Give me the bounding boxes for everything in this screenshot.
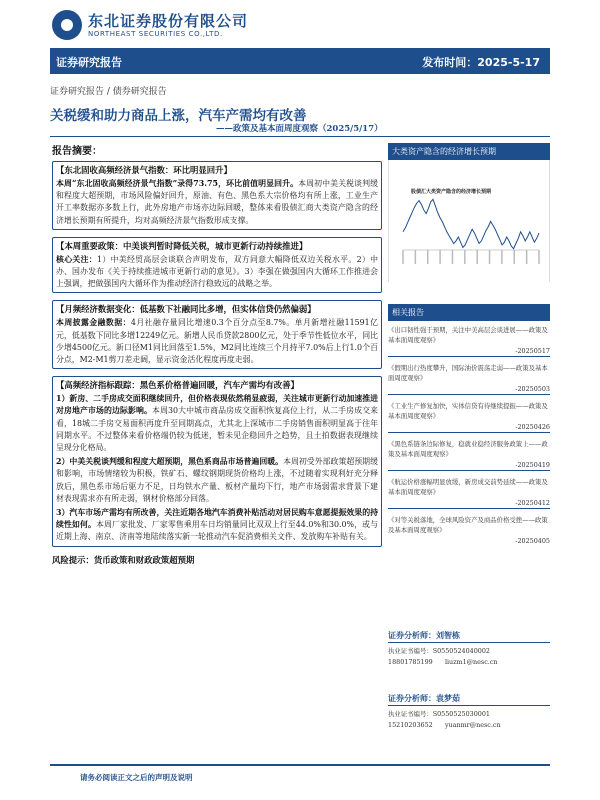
summary-block-highfreq <box>52 376 382 546</box>
sidebar <box>388 143 550 547</box>
related-report-title: 《假期出行热度攀升，国际油价震荡走弱——政策及基本面周度观察》 <box>388 364 548 382</box>
related-report[interactable] <box>388 325 550 359</box>
chart-series-line <box>403 199 539 248</box>
breadcrumb: 证券研究报告 / 债券研究报告 <box>50 87 167 97</box>
chart-title: 股债汇大类资产隐含的经济增长预期 <box>411 189 492 195</box>
analyst-contact <box>388 658 550 666</box>
summary-block-monthly <box>52 300 382 369</box>
related-report-divider <box>388 432 550 433</box>
block-text: 1）中美经贸高层会谈联合声明发布，双方同意大幅降低双边关税水平。2）中办、国办发布《关于持续推进城市更新行动的意见》。3）李强在做强国内大循环工作推进会上强调，把做强国内大循环作为推动经济行稳致远的战略之举。 <box>56 254 378 289</box>
publish-date: 发布时间：2025-5-17 <box>422 56 540 69</box>
related-report-divider <box>388 394 550 395</box>
summary-block-index <box>52 161 382 230</box>
report-summary <box>52 142 382 566</box>
block-body <box>53 456 381 507</box>
related-report[interactable] <box>388 515 550 547</box>
report-type-label: 证券研究报告 <box>56 56 122 69</box>
summary-heading: 报告摘要： <box>52 146 102 157</box>
block-lead: 本周披露金融数据： <box>56 318 131 328</box>
report-banner <box>50 48 550 74</box>
block-point-text: 本周初受外部政策超预期缓和影响，市场情绪较为积极，铁矿石、螺纹钢期现货价格均上涨，不过随着实现利好充分释放后，黑色系市场后驱力不足，日均铁水产量、板材产量均下行，地产市场弱需求背景下建材表现需求亦有所走弱，钢材价格部分回落。 <box>56 457 378 503</box>
related-report-divider <box>388 508 550 509</box>
block-point-lead: 2）中美关税谈判缓和程度大超预期，黑色系商品市场普遍回暖。 <box>56 457 284 467</box>
related-report-date: -20250517 <box>515 347 550 355</box>
growth-expectation-chart <box>388 160 550 282</box>
related-reports-heading: 相关报告 <box>388 304 550 321</box>
analyst-phone: 18801785199 <box>388 658 433 666</box>
block-point-lead: 1）新房、二手房成交面积继续回升，但价格表现依然稍显疲弱，关注城市更新行动加速推进对房地产市场的边际影响。 <box>56 394 378 416</box>
related-report-date: -20250405 <box>515 537 550 545</box>
block-body <box>53 254 381 293</box>
block-body <box>53 178 381 229</box>
block-heading: 【本周重要政策：中美谈判暂时降低关税，城市更新行动持续推进】 <box>56 240 308 251</box>
analyst-phone: 15210203652 <box>388 721 433 729</box>
related-report-divider <box>388 470 550 471</box>
block-body <box>53 507 381 546</box>
related-report-title: 《黑色系链条边际修复，稳就业稳经济服务政策上——政策及基本面周度观察》 <box>388 440 548 458</box>
related-report-title: 《出口韧性强于预期，关注中美高层会谈进展——政策及基本面周度观察》 <box>388 326 548 344</box>
block-lead: 本周“东北固收高频经济景气指数”录得73.75，环比前值明显回升。 <box>56 179 299 188</box>
block-body <box>53 393 381 456</box>
company-name-cn: 东北证券股份有限公司 <box>88 12 249 30</box>
title-divider <box>50 136 550 137</box>
analyst-email[interactable]: yuanmr@nesc.cn <box>444 721 501 729</box>
related-report[interactable] <box>388 401 550 435</box>
chart-heading: 大类资产隐含的经济增长预期 <box>388 143 550 160</box>
related-report-date: -20250426 <box>515 423 550 431</box>
analyst-name: 证券分析师：袁梦茹 <box>388 693 550 706</box>
related-report[interactable] <box>388 363 550 397</box>
related-report[interactable] <box>388 477 550 511</box>
related-report-title: 《工业生产修复加快，实体信贷有待继续提振——政策及基本面周度观察》 <box>388 402 548 420</box>
block-heading: 【高频经济指标跟踪：黑色系价格普遍回暖，汽车产需均有改善】 <box>56 380 299 391</box>
related-report-title: 《航运价格涨幅明显放缓，新房成交前势延续——政策及基本面周度观察》 <box>388 478 548 496</box>
related-report-date: -20250419 <box>515 461 550 469</box>
analyst-cert: 执业证书编号：S0550525030001 <box>388 710 490 718</box>
analyst-cert: 执业证书编号：S0550524040002 <box>388 647 490 655</box>
block-text: 4月社融存量同比增速0.3个百分点至8.7%。单月新增社融11591亿元，低基数下同比多增12249亿元。新增人民币贷款2800亿元，处于季节性低位水平，同比少增4500亿元。新口径M1同比回落至1.5%，M2同比连续三个月持平7.0%后上行1.0个百分点，M2-M1剪刀差走阔，显示资金活化程度再度走弱。 <box>56 318 378 365</box>
page-subtitle: ——政策及基本面周度观察（2025/5/17） <box>216 124 383 134</box>
block-point-text: 本周30大中城市商品房成交面积恢复高位上行，从二手房成交来看，18城二手房交易面积再度升至同期高点，尤其北上深城市二手房销售面积明显高于往年同期水平。不过整体来看价格端仍较为低迷，暂未见企稳回升之趋势，且土拍数据表现继续呈现分化格局。 <box>56 406 378 453</box>
company-name-en: NORTHEAST SECURITIES CO.,LTD. <box>88 30 223 38</box>
block-heading: 【东北固收高频经济景气指数：环比明显回升】 <box>56 165 232 175</box>
related-report-title: 《对等关税落地，全球风险资产及商品价格受挫——政策及基本面周度观察》 <box>388 516 548 534</box>
footer-disclaimer: 请务必阅读正文之后的声明及说明 <box>80 773 193 782</box>
summary-block-policy <box>52 237 382 294</box>
block-heading: 【月频经济数据变化：低基数下社融同比多增，但实体信贷仍然偏弱】 <box>56 304 316 315</box>
analyst-card <box>388 630 550 666</box>
related-report-divider <box>388 356 550 357</box>
block-lead: 核心关注： <box>56 254 98 264</box>
analyst-email[interactable]: liuzm1@nesc.cn <box>444 658 498 666</box>
risk-warning: 风险提示：货币政策和财政政策超预期 <box>52 554 195 565</box>
block-text: 本周初中美关税谈判缓和程度大超预期，市场风险偏好回升，原油、有色、黑色系大宗价格均有所上涨，工业生产开工率数据亦多数上行，此外房地产市场亦边际回暖，整体来看股债汇商大类资产隐含的经济增长预期有所提升，均对高频经济景气指数形成支撑。 <box>56 179 378 225</box>
chart-svg <box>389 160 549 282</box>
analyst-name: 证券分析师：刘智栋 <box>388 630 550 643</box>
analyst-card <box>388 693 550 729</box>
company-logo <box>52 9 282 43</box>
page-title: 关税缓和助力商品上涨，汽车产需均有改善 <box>50 108 307 124</box>
block-point-text: 本周厂家批发、厂家零售乘用车日均销量同比双双上行至44.0%和30.0%，或与近期上海、南京、济南等地陆续落实新一轮推动汽车促消费相关文件、发放购车补贴有关。 <box>56 520 378 542</box>
block-body <box>53 317 381 368</box>
related-report-date: -20250412 <box>515 499 550 507</box>
block-point-lead: 3）汽车市场产需均有所改善，关注近期各地汽车消费补贴活动对居民购车意愿提振效果的持续性如何。 <box>56 508 378 530</box>
analyst-contact <box>388 721 550 729</box>
related-report-date: -20250503 <box>515 385 550 393</box>
company-logo-icon <box>52 10 82 40</box>
related-report[interactable] <box>388 439 550 473</box>
